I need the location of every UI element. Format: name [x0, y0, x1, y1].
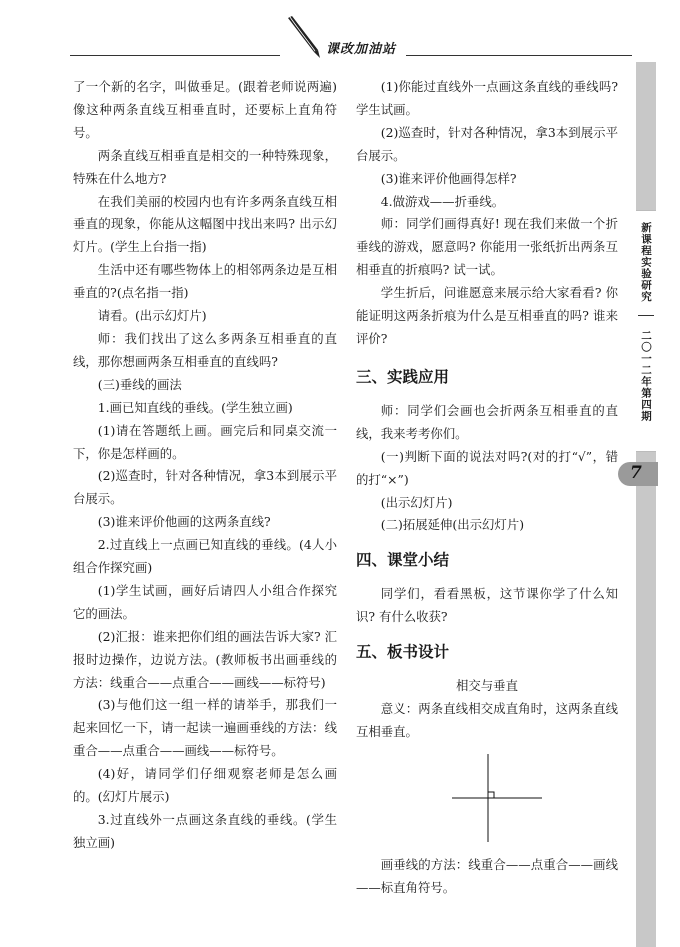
paragraph: (2)巡查时，针对各种情况，拿3本到展示平台展示。: [356, 124, 618, 163]
header-rule: [406, 55, 632, 56]
paragraph: (3)谁来评价他画的这两条直线?: [97, 514, 271, 530]
side-separator: [638, 315, 654, 316]
paragraph: (1)你能过直线外一点画这条直线的垂线吗? 学生试画。: [356, 79, 618, 117]
paragraph: (3)谁来评价他画得怎样?: [380, 170, 517, 186]
board-meaning: 意义：两条直线相交成直角时，这两条直线互相垂直。: [356, 701, 618, 739]
page-number: 7: [630, 463, 642, 483]
paragraph: 4.做游戏——折垂线。: [380, 193, 505, 209]
paragraph: 2.过直线上一点画已知直线的垂线。(4人小组合作探究画): [73, 537, 337, 576]
journal-name: 新课程实验研究: [640, 222, 652, 303]
page-header: [0, 0, 680, 80]
paragraph: 3.过直线外一点画这条直线的垂线。(学生独立画): [73, 812, 337, 850]
section-heading-practice: 三、实践应用: [356, 367, 450, 386]
left-column: [73, 76, 337, 855]
paragraph: (一)判断下面的说法对吗?(对的打“√”，错的打“×”): [356, 448, 618, 487]
paragraph: 生活中还有哪些物体上的相邻两条边是互相垂直的?(点名指一指): [73, 262, 337, 301]
paragraph: 了一个新的名字，叫做垂足。(跟着老师说两遍)像这种两条直线互相垂直时，还要标上直角符号。: [73, 79, 337, 140]
issue-label: 二〇一二年第四期: [640, 330, 652, 422]
paragraph: (3)与他们这一组一样的请举手，那我们一起来回忆一下，请一起读一遍画垂线的方法：线重合——点重合——画线——标符号。: [73, 697, 337, 759]
paragraph: (4)好，请同学们仔细观察老师是怎么画的。(幻灯片展示): [73, 766, 337, 805]
paragraph: 在我们美丽的校园内也有许多两条直线互相垂直的现象，你能从这幅图中找出来吗? 出示幻灯片。(学生上台指一指): [73, 193, 337, 255]
section-heading-summary: 四、课堂小结: [356, 551, 450, 570]
perpendicular-lines-diagram: [452, 754, 542, 842]
paragraph: 1.画已知直线的垂线。(学生独立画): [97, 399, 293, 415]
header-rule-left: [70, 55, 280, 56]
paragraph: (1)请在答题纸上画。画完后和同桌交流一下，你是怎样画的。: [73, 422, 337, 461]
paragraph: 两条直线互相垂直是相交的一种特殊现象，特殊在什么地方?: [73, 147, 337, 186]
board-title: 相交与垂直: [456, 678, 518, 694]
subheading: (三)垂线的画法: [97, 376, 182, 392]
side-bar: [636, 62, 656, 947]
paragraph: (2)汇报：谁来把你们组的画法告诉大家? 汇报时边操作，边说方法。(教师板书出画垂线的方法：线重合——点重合——画线——标符号): [73, 628, 337, 690]
paragraph: 师：我们找出了这么多两条互相垂直的直线，那你想画两条互相垂直的直线吗?: [73, 330, 337, 369]
paragraph: 同学们，看看黑板，这节课你学了什么知识? 有什么收获?: [356, 586, 618, 625]
section-title: 课改加油站: [326, 42, 397, 57]
paragraph: (出示幻灯片): [380, 494, 453, 510]
paragraph: (1)学生试画，画好后请四人小组合作探究它的画法。: [73, 582, 337, 621]
paragraph: 请看。(出示幻灯片): [97, 308, 207, 324]
paragraph: 学生折后，问谁愿意来展示给大家看看? 你能证明这两条折痕为什么是互相垂直的吗? 谁来评价?: [356, 285, 618, 346]
right-column: [356, 76, 618, 900]
pen-icon: [284, 14, 324, 60]
paragraph: 师：同学们会画也会折两条互相垂直的直线，我来考考你们。: [356, 402, 618, 441]
paragraph: 师：同学们画得真好! 现在我们来做一个折垂线的游戏，愿意吗? 你能用一张纸折出两条互相垂直的折痕吗? 试一试。: [356, 216, 618, 278]
section-heading-board: 五、板书设计: [356, 643, 450, 662]
board-method: 画垂线的方法：线重合——点重合——画线——标直角符号。: [356, 856, 618, 895]
paragraph: (二)拓展延伸(出示幻灯片): [380, 517, 525, 533]
paragraph: (2)巡查时，针对各种情况，拿3本到展示平台展示。: [73, 468, 337, 507]
